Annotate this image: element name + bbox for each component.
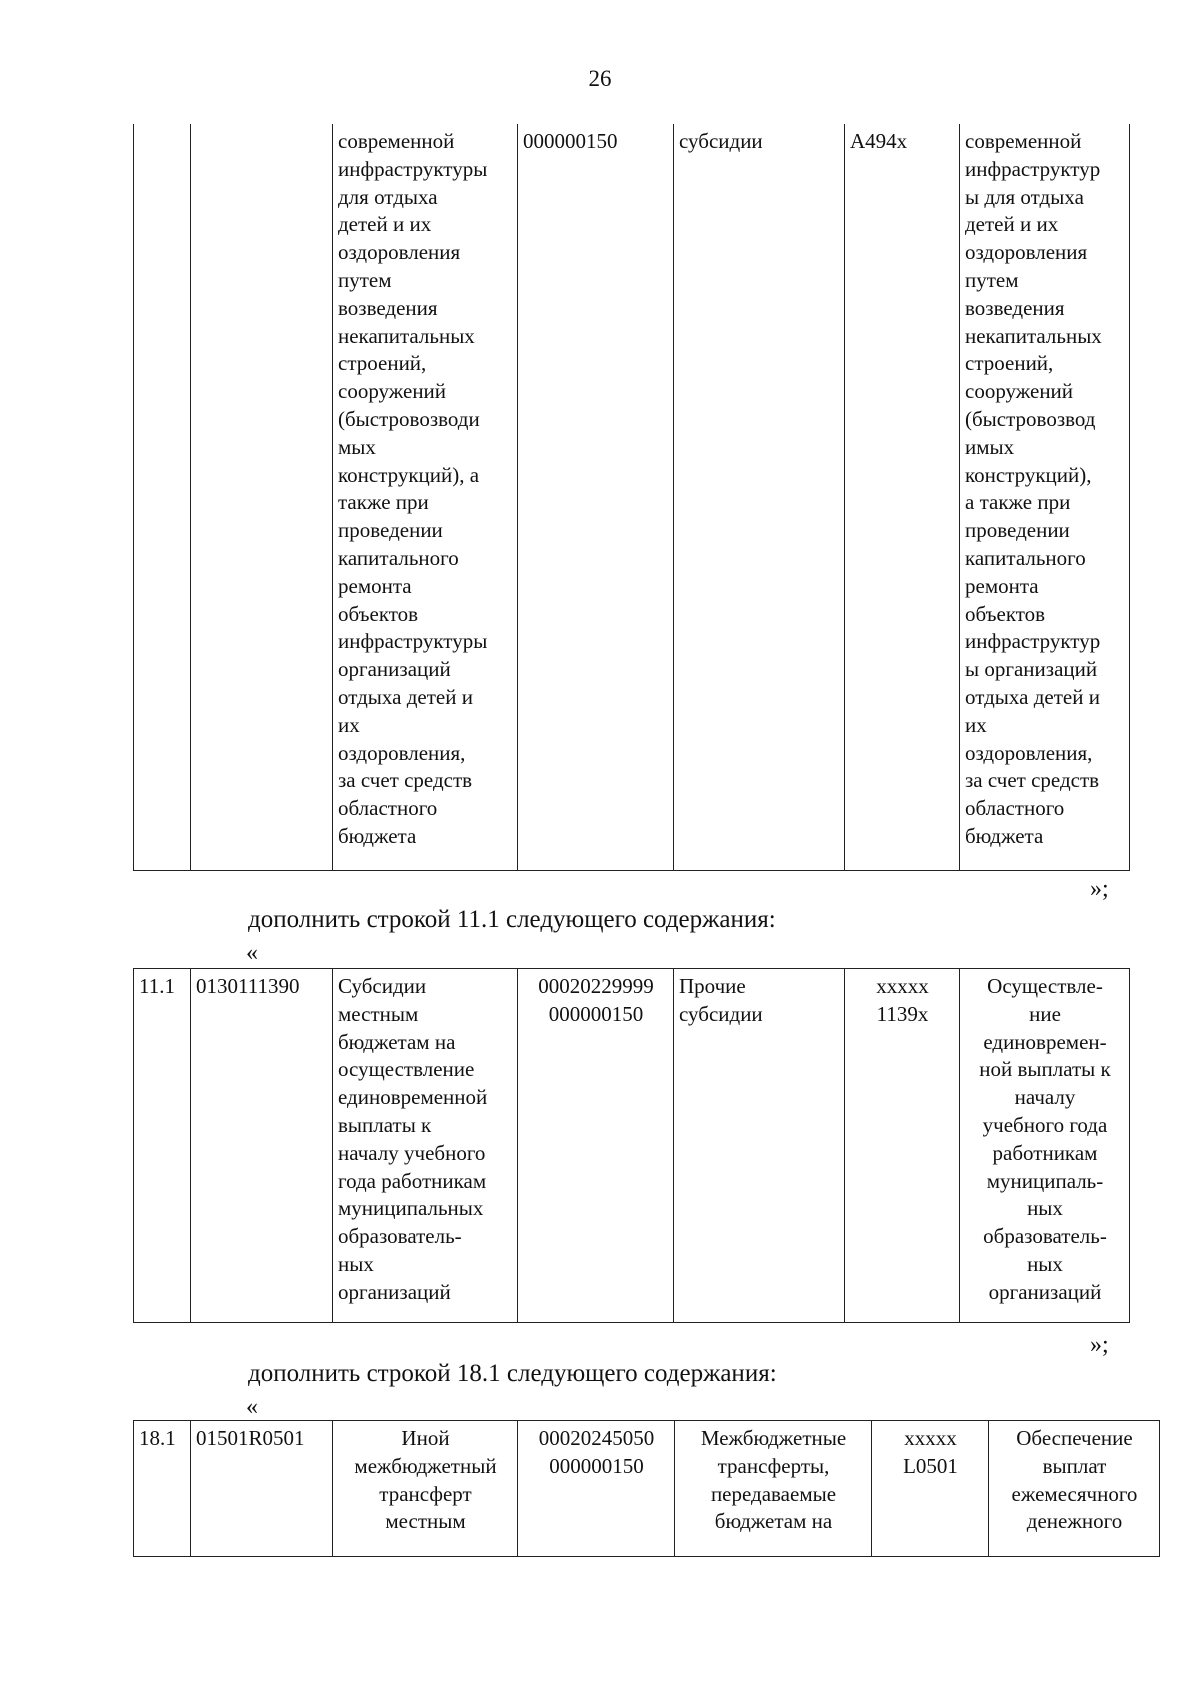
closing-quote: »; — [1090, 1332, 1109, 1358]
income-code-cell: 000000150 — [518, 124, 674, 870]
page-number: 26 — [588, 66, 612, 91]
name-cell: современной инфраструктуры для отдыха детей и их оздоровления путем возведения некапитальных строений, сооружений (быстровозводи мых конструкций), а также при проведении капитального ремонта объектов инфраструктуры организаций отдыха детей и их оздоровления, за счет средств областного бюджета — [333, 124, 518, 870]
result-name-cell: Осуществле- ние единовремен- ной выплаты к началу учебного года работникам муниципаль- ных образователь- ных организаций — [960, 969, 1130, 1323]
result-code-cell: A494x — [845, 124, 960, 870]
code-cell: 0130111390 — [191, 969, 333, 1323]
row-number-cell: 11.1 — [134, 969, 191, 1323]
instruction-text: дополнить строкой 18.1 следующего содержания: — [248, 1360, 777, 1387]
opening-quote: « — [246, 940, 258, 966]
income-name-cell: Прочие субсидии — [674, 969, 845, 1323]
name-cell: Иной межбюджетный трансферт местным — [333, 1421, 518, 1557]
result-code-cell: xxxxx L0501 — [872, 1421, 989, 1557]
instruction-text: дополнить строкой 11.1 следующего содержания: — [248, 906, 776, 933]
income-code-cell: 00020229999 000000150 — [518, 969, 674, 1323]
opening-quote: « — [246, 1394, 258, 1420]
table-row — [134, 969, 1130, 1323]
income-code-cell: 00020245050 000000150 — [518, 1421, 675, 1557]
name-cell: Субсидии местным бюджетам на осуществление единовременной выплаты к началу учебного года работникам муниципальных образователь- ных организаций — [333, 969, 518, 1323]
row-number-cell: 18.1 — [134, 1421, 191, 1557]
result-name-cell: Обеспечение выплат ежемесячного денежного — [989, 1421, 1160, 1557]
table-row — [134, 124, 1130, 870]
income-name-cell: субсидии — [674, 124, 845, 870]
income-name-cell: Межбюджетные трансферты, передаваемые бюджетам на — [675, 1421, 872, 1557]
code-cell: 01501R0501 — [191, 1421, 333, 1557]
result-code-cell: xxxxx 1139x — [845, 969, 960, 1323]
table-row — [134, 1421, 1160, 1557]
table-continuation — [133, 124, 1130, 871]
closing-quote: »; — [1090, 876, 1109, 902]
table-row-11-1 — [133, 968, 1130, 1323]
table-row-18-1 — [133, 1420, 1160, 1557]
code-cell — [191, 124, 333, 870]
result-name-cell: современной инфраструктур ы для отдыха детей и их оздоровления путем возведения некапитальных строений, сооружений (быстровозвод имых конструкций), а также при проведении капитального ремонта объектов инфраструктур ы организаций отдыха детей и их оздоровления, за счет средств областного бюджета — [960, 124, 1130, 870]
row-number-cell — [134, 124, 191, 870]
